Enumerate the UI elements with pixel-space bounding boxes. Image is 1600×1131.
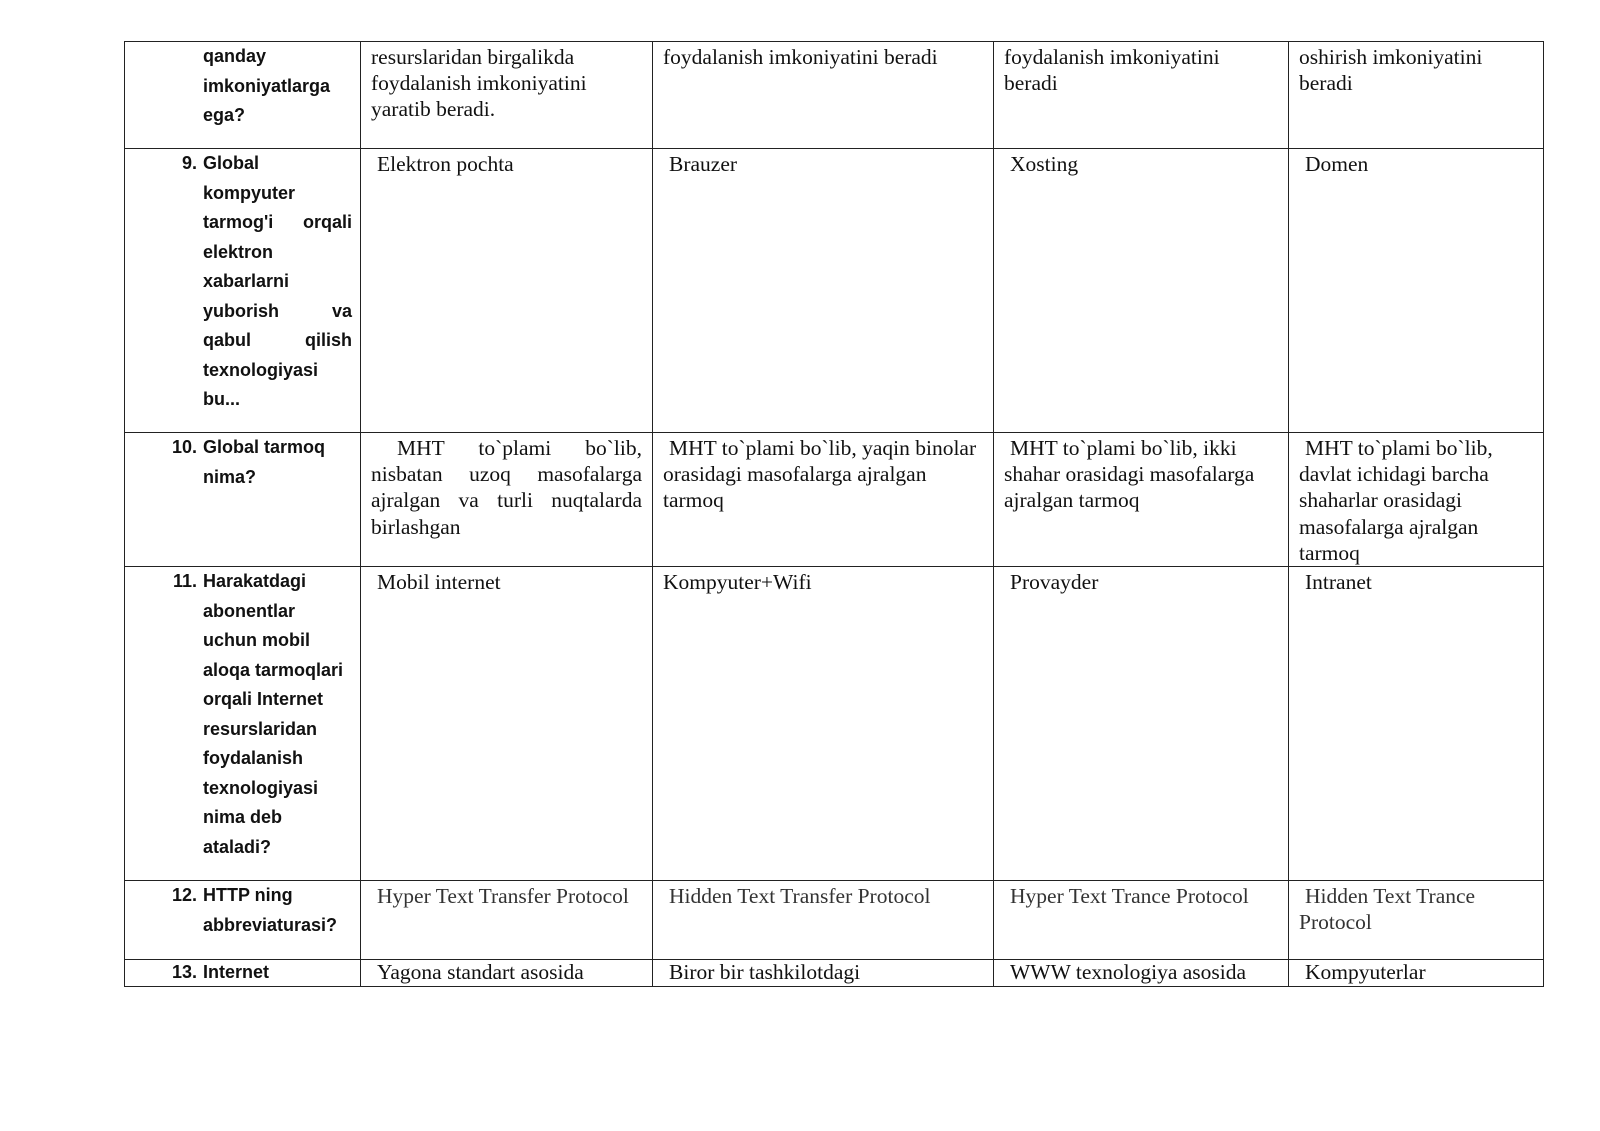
question-cell — [125, 881, 361, 960]
question-text: HTTP ning abbreviaturasi? — [203, 885, 338, 935]
answer-text: Xosting — [1010, 152, 1079, 176]
answer-cell-b — [653, 433, 994, 567]
table-row — [125, 881, 1544, 960]
question-number: 12. — [171, 885, 197, 906]
answer-cell-a — [361, 433, 653, 567]
question-text: Harakatdagi abonentlar uchun mobil aloqa tarmoqlari orqali Internet resurslaridan foydalanish texnologiyasi nima deb ataladi? — [203, 571, 344, 857]
question-number: 13. — [171, 962, 197, 983]
answer-cell-d — [1289, 567, 1544, 881]
answer-text: MHT to`plami bo`lib, ikki shahar orasidagi masofalarga ajralgan tarmoq — [1004, 436, 1255, 513]
answer-cell-b — [653, 567, 994, 881]
answer-cell-a — [361, 881, 653, 960]
question-text: Internet — [203, 962, 270, 983]
answer-cell-b — [653, 149, 994, 433]
answer-cell-c — [994, 42, 1289, 149]
answer-text: MHT to`plami bo`lib, nisbatan uzoq masofalarga ajralgan va turli nuqtalarda birlashgan — [371, 436, 642, 539]
question-cell — [125, 433, 361, 567]
answer-cell-c — [994, 149, 1289, 433]
answer-cell-d — [1289, 433, 1544, 567]
answer-text: Domen — [1305, 152, 1369, 176]
answer-cell-c — [994, 881, 1289, 960]
answer-cell-d — [1289, 881, 1544, 960]
answer-cell-d — [1289, 42, 1544, 149]
answer-text: Yagona standart asosida — [377, 960, 584, 985]
question-cell — [125, 149, 361, 433]
table-row — [125, 433, 1544, 567]
answer-cell-b — [653, 881, 994, 960]
question-text: Global kompyuter tarmog'i orqali elektron xabarlarni yuborish va qabul qilish texnologiyasi bu... — [203, 153, 352, 409]
question-text: qanday imkoniyatlarga ega? — [203, 46, 331, 125]
answer-text: foydalanish imkoniyatini beradi — [1004, 45, 1220, 96]
answer-text: Hidden Text Transfer Protocol — [669, 884, 931, 909]
answer-cell-c — [994, 433, 1289, 567]
question-number: 10. — [171, 437, 197, 457]
answer-cell-c — [994, 960, 1289, 987]
answer-text: MHT to`plami bo`lib, davlat ichidagi barcha shaharlar orasidagi masofalarga ajralgan tarmoq — [1299, 436, 1493, 565]
answer-text: resurslaridan birgalikda foydalanish imkoniyatini yaratib beradi. — [371, 45, 587, 122]
answer-text: foydalanish imkoniyatini beradi — [663, 45, 938, 69]
answer-cell-a — [361, 960, 653, 987]
answer-cell-a — [361, 149, 653, 433]
answer-text: Mobil internet — [377, 570, 501, 595]
question-cell — [125, 42, 361, 149]
answer-text: MHT to`plami bo`lib, yaqin binolar orasidagi masofalarga ajralgan tarmoq — [663, 436, 977, 513]
question-text: Global tarmoq nima? — [203, 437, 326, 487]
answer-text: Kompyuterlar — [1305, 960, 1426, 985]
answer-text: Elektron pochta — [377, 152, 514, 176]
answer-cell-c — [994, 567, 1289, 881]
question-number: 9. — [181, 153, 197, 173]
answer-cell-a — [361, 42, 653, 149]
table-row — [125, 42, 1544, 149]
table-row — [125, 149, 1544, 433]
answer-text: Brauzer — [669, 152, 738, 176]
answer-cell-d — [1289, 149, 1544, 433]
question-number — [125, 42, 203, 131]
answer-cell-b — [653, 42, 994, 149]
answer-cell-d — [1289, 960, 1544, 987]
answer-text: Hyper Text Transfer Protocol — [377, 884, 629, 909]
answer-text: WWW texnologiya asosida — [1010, 960, 1247, 985]
answer-text: Intranet — [1305, 570, 1372, 595]
answer-text: oshirish imkoniyatini beradi — [1299, 45, 1483, 96]
answer-text: Hyper Text Trance Protocol — [1010, 884, 1249, 909]
answer-text: Biror bir tashkilotdagi — [669, 960, 861, 985]
answer-text: Provayder — [1010, 570, 1099, 595]
question-number: 11. — [172, 571, 197, 592]
answer-cell-a — [361, 567, 653, 881]
answer-text: Hidden Text Trance Protocol — [1299, 884, 1476, 935]
answer-text: Kompyuter+Wifi — [663, 570, 812, 595]
table-row — [125, 960, 1544, 987]
question-cell — [125, 960, 361, 987]
question-cell — [125, 567, 361, 881]
answer-cell-b — [653, 960, 994, 987]
table-row — [125, 567, 1544, 881]
quiz-table — [124, 41, 1544, 987]
